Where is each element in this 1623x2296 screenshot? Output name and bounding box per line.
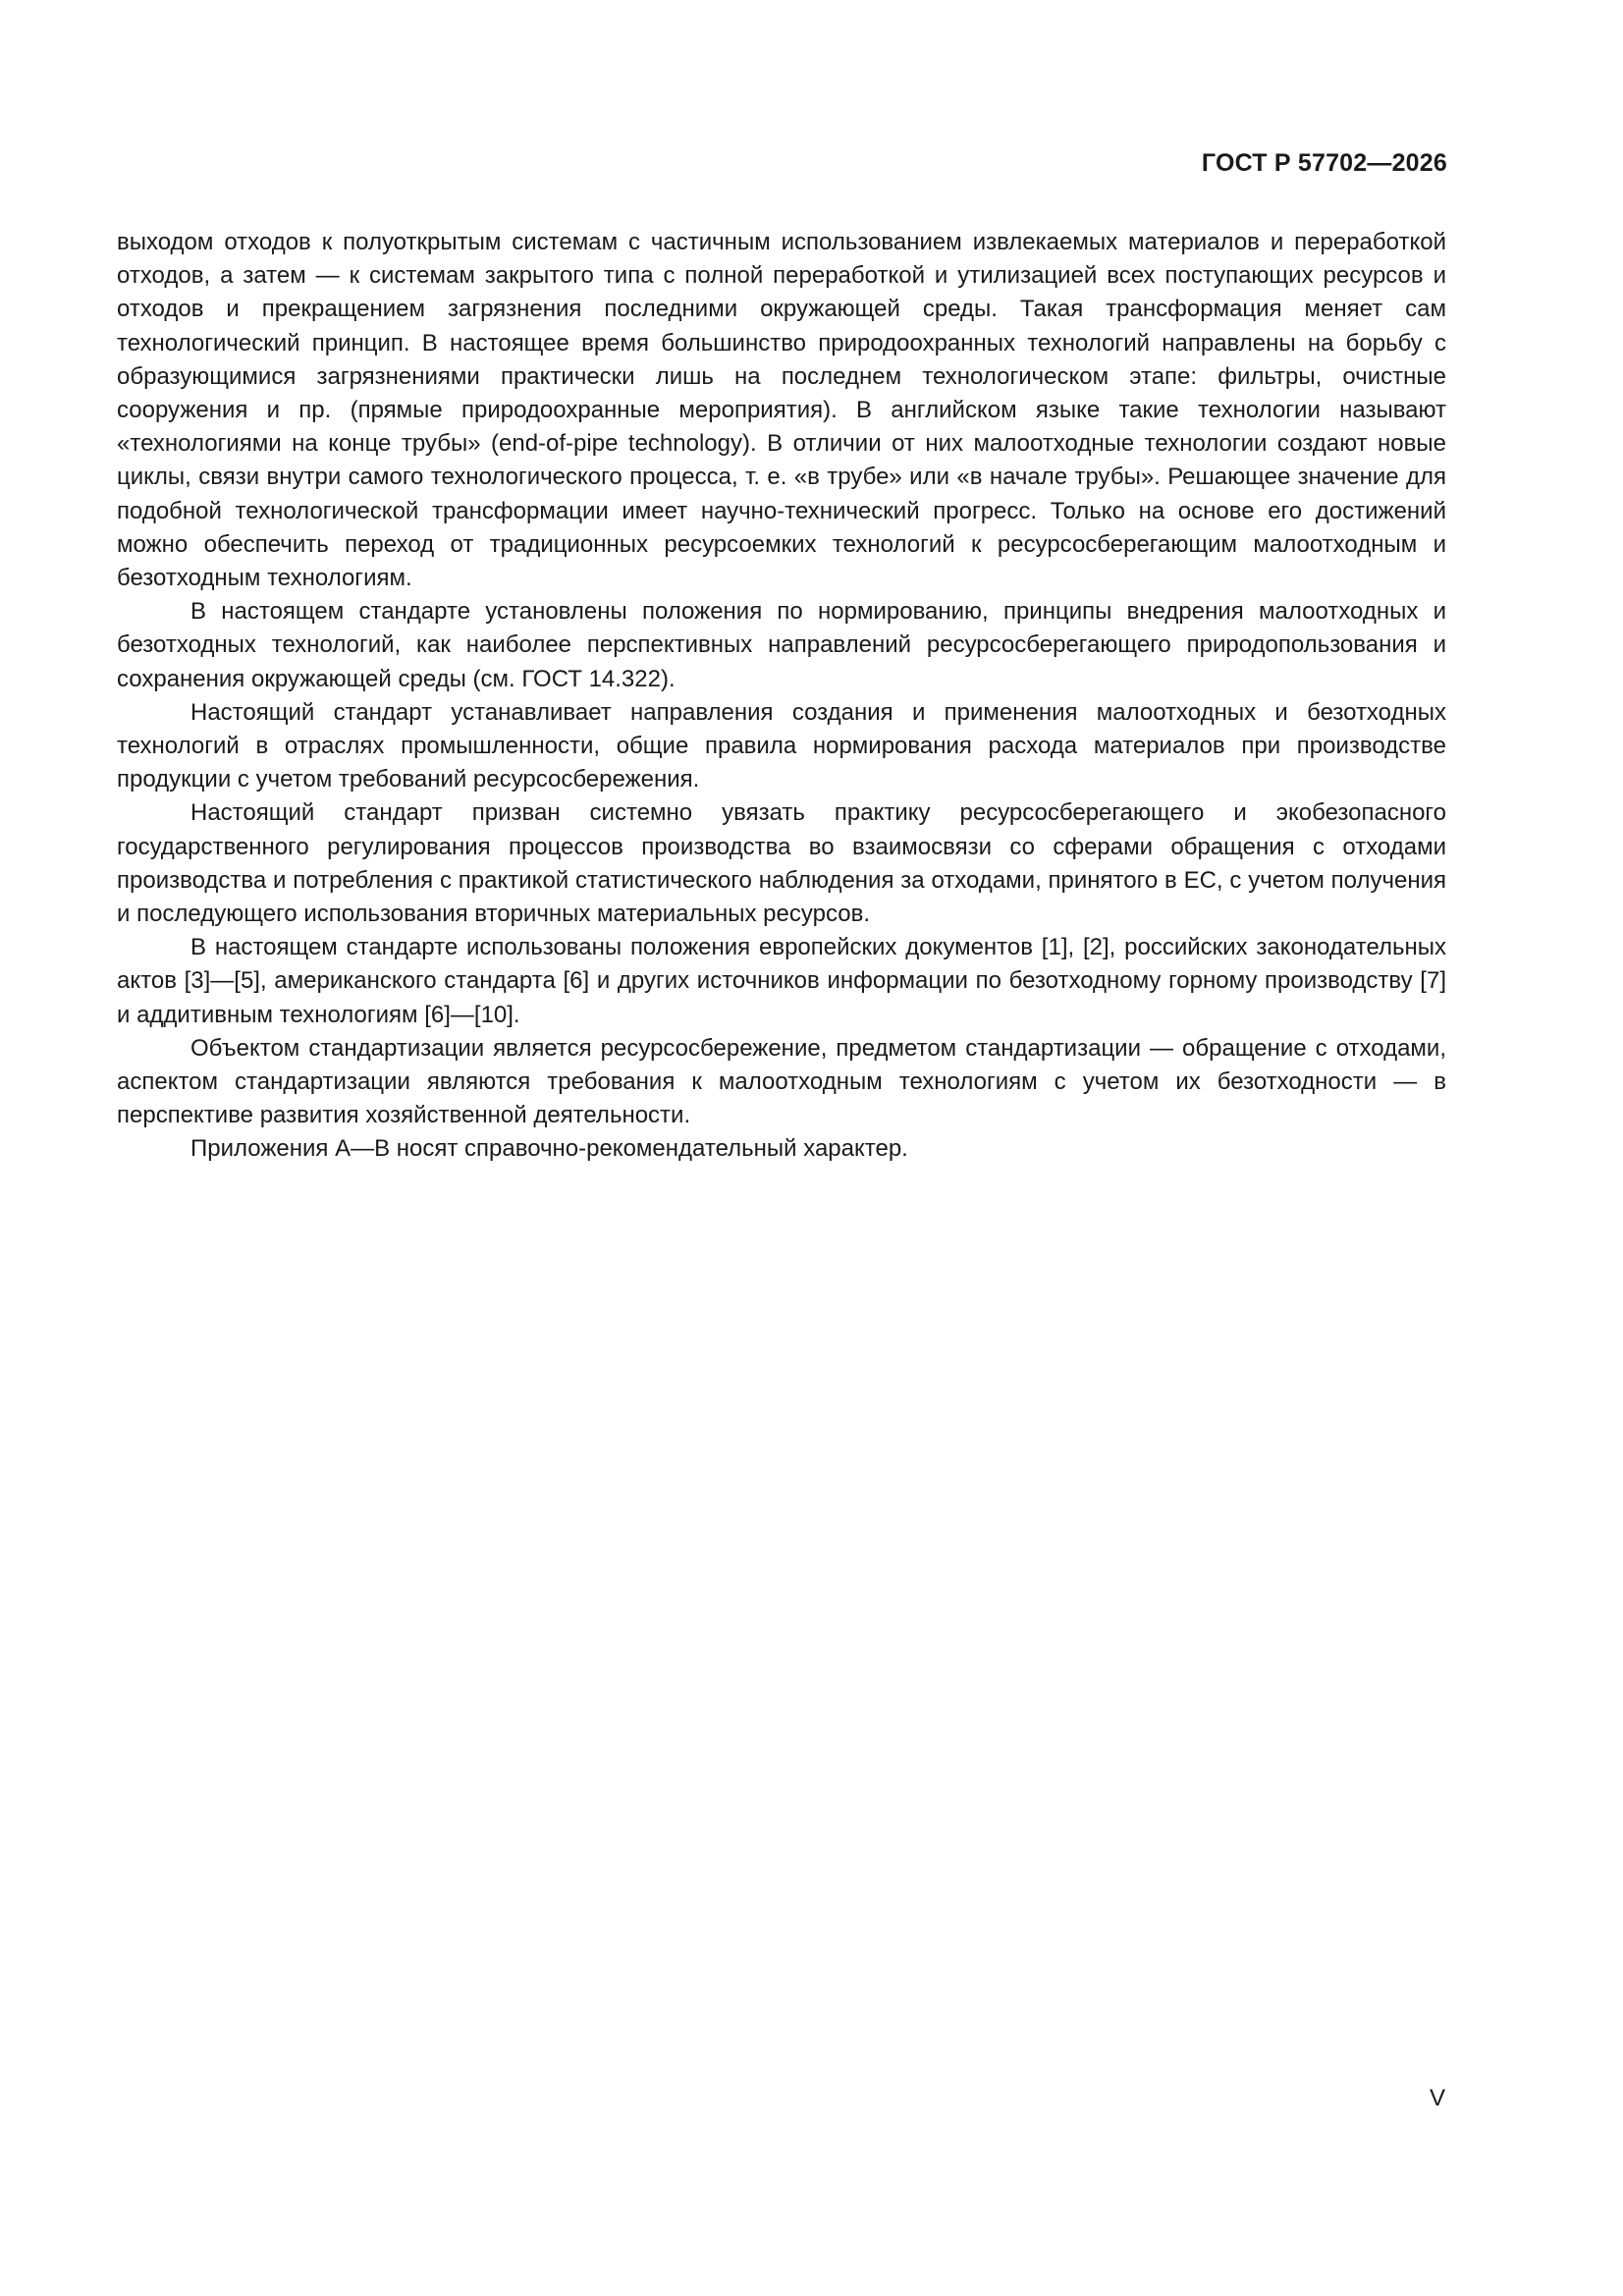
paragraph-continued: выходом отходов к полуоткрытым системам с частичным использованием извлекаемых материалов и переработкой отходов, а затем — к системам закрытого типа с полной переработкой и утилизацией всех поступающих ресурсов и отходов и прекращением загрязнения последними окружающей среды. Такая трансформация меняет сам технологический принцип. В настоящее время большинство природоохранных технологий направлены на борьбу с образующимися загрязнениями практически лишь на последнем технологическом этапе: фильтры, очистные сооружения и пр. (прямые природоохранные мероприятия). В английском языке такие технологии называют «технологиями на конце трубы» (end-of-pipe technology). В отличии от них малоотходные технологии создают новые циклы, связи внутри самого технологического процесса, т. е. «в трубе» или «в начале трубы». Решающее значение для подобной технологической трансформации имеет научно-технический прогресс. Только на основе его достижений можно обеспечить переход от традиционных ресурсоемких технологий к ресурсосберегающим малоотходным и безотходным технологиям. (117, 229, 1446, 592)
paragraph-regulation: Настоящий стандарт призван системно увязать практику ресурсосберегающего и экобезопасного государственного регулирования процессов производства во взаимосвязи со сферами обращения с отходами производства и потребления с практикой статистического наблюдения за отходами, принятого в ЕС, с учетом получения и последующего использования вторичных материальных ресурсов. (117, 799, 1446, 928)
paragraph-annexes: Приложения А—В носят справочно-рекомендательный характер. (190, 1135, 908, 1163)
page-number: V (1429, 2085, 1445, 2111)
paragraph-scope-provisions: В настоящем стандарте установлены положения по нормированию, принципы внедрения малоотходных и безотходных технологий, как наиболее перспективных направлений ресурсосберегающего природопользования и сохранения окружающей среды (см. ГОСТ 14.322). (117, 598, 1446, 692)
paragraph-scope-directions: Настоящий стандарт устанавливает направления создания и применения малоотходных и безотходных технологий в отраслях промышленности, общие правила нормирования расхода материалов при производстве продукции с учетом требований ресурсосбережения. (117, 698, 1446, 793)
document-code: ГОСТ Р 57702—2026 (1201, 149, 1447, 177)
paragraph-object: Объектом стандартизации является ресурсосбережение, предметом стандартизации — обращение с отходами, аспектом стандартизации являются требования к малоотходным технологиям с учетом их безотходности — в перспективе развития хозяйственной деятельности. (117, 1034, 1446, 1129)
document-body (117, 226, 1446, 1167)
paragraph-references: В настоящем стандарте использованы положения европейских документов [1], [2], российских законодательных актов [3]—[5], американского стандарта [6] и других источников информации по безотходному горному производству [7] и аддитивным технологиям [6]—[10]. (117, 934, 1446, 1028)
